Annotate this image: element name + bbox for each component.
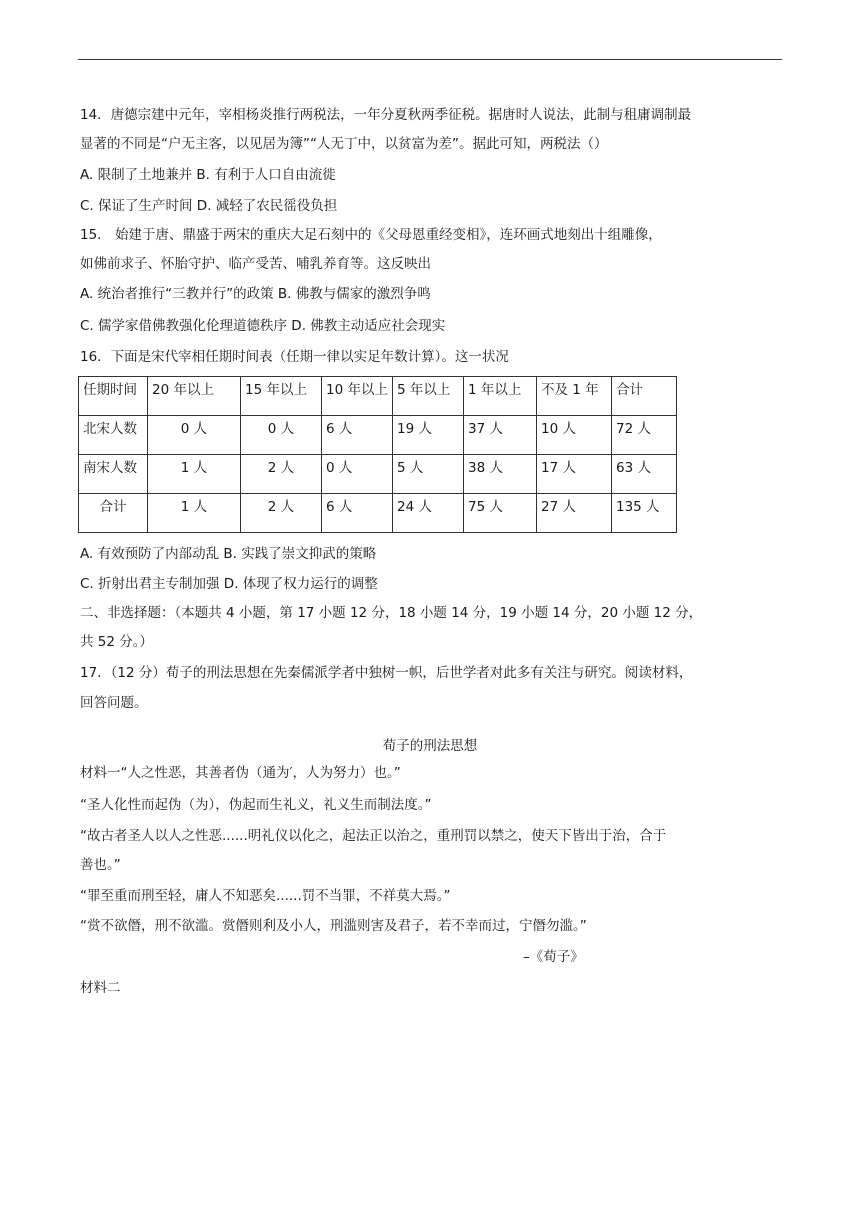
table-cell: 38 人 [464, 455, 537, 494]
q14-stem-line1: 14．唐德宗建中元年，宰相杨炎推行两税法，一年分夏秋两季征税。据唐时人说法，此制与租庸调制最 [80, 107, 692, 123]
table-cell: 19 人 [393, 416, 464, 455]
table-cell: 不及 1 年 [537, 377, 612, 416]
table-cell: 任期时间 [79, 377, 148, 416]
q17-stem-line1: 17．（12 分）荀子的刑法思想在先秦儒派学者中独树一帜，后世学者对此多有关注与研究。阅读材料， [80, 665, 693, 681]
table-cell: 南宋人数 [79, 455, 148, 494]
table-cell: 2 人 [241, 455, 322, 494]
table-cell: 1 年以上 [464, 377, 537, 416]
table-cell: 0 人 [241, 416, 322, 455]
table-cell: 2 人 [241, 494, 322, 533]
table-cell: 37 人 [464, 416, 537, 455]
header-rule [78, 59, 782, 60]
q15-stem-line1: 15． 始建于唐、鼎盛于两宋的重庆大足石刻中的《父母恩重经变相》，连环画式地刻出十组雕像， [80, 227, 662, 243]
table-cell: 27 人 [537, 494, 612, 533]
table-cell: 0 人 [148, 416, 241, 455]
q15-stem-line2: 如佛前求子、怀胎守护、临产受苦、哺乳养育等。这反映出 [80, 256, 431, 272]
table-cell: 135 人 [612, 494, 677, 533]
q16-options-ab: A. 有效预防了内部动乱 B. 实践了崇文抑武的策略 [80, 546, 377, 562]
table-cell: 72 人 [612, 416, 677, 455]
section2-heading-line1: 二、非选择题：（本题共 4 小题，第 17 小题 12 分，18 小题 14 分，19 小题 14 分，20 小题 12 分， [80, 605, 703, 621]
q14-options-cd: C. 保证了生产时间 D. 减轻了农民徭役负担 [80, 198, 338, 214]
table-row [79, 455, 677, 494]
table-row [79, 416, 677, 455]
material1-quote3-cont: 善也。” [80, 857, 121, 873]
table-cell: 75 人 [464, 494, 537, 533]
table-header-row [79, 377, 677, 416]
table-cell: 5 年以上 [393, 377, 464, 416]
q16-stem: 16．下面是宋代宰相任期时间表（任期一律以实足年数计算）。这一状况 [80, 349, 509, 365]
table-cell: 5 人 [393, 455, 464, 494]
table-cell: 0 人 [322, 455, 393, 494]
q14-options-ab: A. 限制了土地兼并 B. 有利于人口自由流徙 [80, 167, 336, 183]
q15-options-cd: C. 儒学家借佛教强化伦理道德秩序 D. 佛教主动适应社会现实 [80, 318, 446, 334]
table-cell: 10 年以上 [322, 377, 393, 416]
table-cell: 1 人 [148, 494, 241, 533]
material1-quote3: “故古者圣人以人之性恶......明礼仪以化之，起法正以治之，重刑罚以禁之，使天下皆出于治，合于 [80, 828, 667, 844]
material-title: 荀子的刑法思想 [382, 738, 478, 754]
table-cell: 1 人 [148, 455, 241, 494]
q16-options-cd: C. 折射出君主专制加强 D. 体现了权力运行的调整 [80, 576, 378, 592]
material1-source: –《荀子》 [523, 949, 584, 965]
table-row [79, 494, 677, 533]
table-cell: 24 人 [393, 494, 464, 533]
table-cell: 合计 [79, 494, 148, 533]
material2-label: 材料二 [80, 980, 121, 996]
table-cell: 6 人 [322, 416, 393, 455]
table-cell: 15 年以上 [241, 377, 322, 416]
table-cell: 合计 [612, 377, 677, 416]
table-cell: 6 人 [322, 494, 393, 533]
table-cell: 10 人 [537, 416, 612, 455]
table-cell: 北宋人数 [79, 416, 148, 455]
material1-quote1: 材料一“人之性恶，其善者伪（通为′，人为努力）也。” [80, 765, 401, 781]
q15-options-ab: A. 统治者推行“三教并行”的政策 B. 佛教与儒家的激烈争鸣 [80, 286, 431, 302]
material1-quote5: “赏不欲僭，刑不欲滥。赏僭则利及小人，刑滥则害及君子，若不幸而过，宁僭勿滥。” [80, 918, 587, 934]
q14-stem-line2: 显著的不同是“户无主客，以见居为簿”“人无丁中，以贫富为差”。据此可知，两税法（） [80, 136, 608, 152]
table-cell: 20 年以上 [148, 377, 241, 416]
table-cell: 63 人 [612, 455, 677, 494]
table-cell: 17 人 [537, 455, 612, 494]
section2-heading-line2: 共 52 分。） [80, 634, 154, 650]
material1-quote4: “罪至重而刑至轻，庸人不知恶矣......罚不当罪，不祥莫大焉。” [80, 888, 451, 904]
q17-stem-line2: 回答问题。 [80, 695, 148, 711]
tenure-table [78, 376, 677, 533]
material1-quote2: “圣人化性而起伪（为），伪起而生礼义，礼义生而制法度。” [80, 797, 432, 813]
